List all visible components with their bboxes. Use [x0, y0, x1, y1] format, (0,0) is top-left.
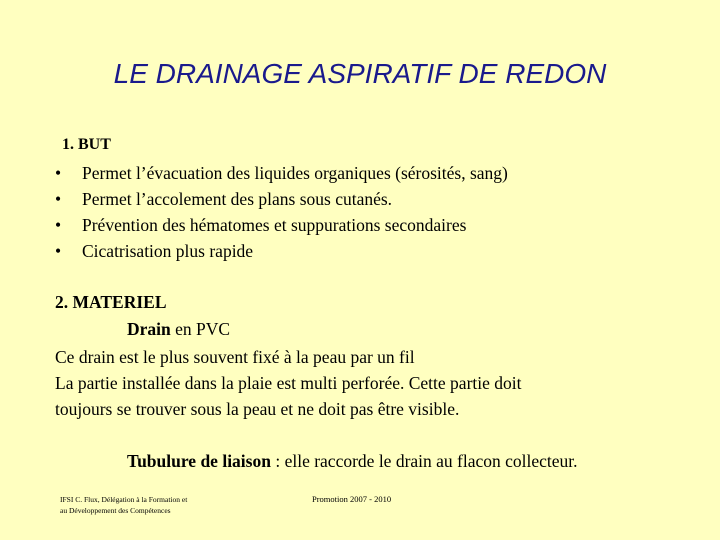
bullet-item — [55, 238, 508, 264]
bullet-item — [55, 160, 508, 186]
tubulure-description: : elle raccorde le drain au flacon collecteur. — [270, 451, 578, 471]
bullet-icon: • — [55, 215, 62, 235]
footer-line: IFSI C. Flux, Délégation à la Formation et — [60, 495, 188, 504]
bullet-text: Permet l’accolement des plans sous cutanés. — [82, 189, 393, 209]
section-but-heading: 1. BUT — [62, 136, 111, 153]
bullet-icon: • — [55, 163, 62, 183]
paragraph-line: toujours se trouver sous la peau et ne doit pas être visible. — [55, 399, 460, 419]
bullet-text: Cicatrisation plus rapide — [82, 241, 254, 261]
bullet-item — [55, 186, 508, 212]
but-bullet-list — [55, 160, 508, 264]
footer-line: au Développement des Compétences — [60, 506, 171, 515]
footer-institution — [60, 494, 187, 516]
paragraph-line: Ce drain est le plus souvent fixé à la peau par un fil — [55, 347, 415, 367]
footer-promotion: Promotion 2007 - 2010 — [312, 494, 392, 504]
slide-title: LE DRAINAGE ASPIRATIF DE REDON — [113, 58, 607, 89]
drain-paragraph — [55, 344, 521, 422]
drain-line — [127, 319, 230, 340]
drain-term: Drain — [127, 319, 171, 339]
paragraph-line: La partie installée dans la plaie est multi perforée. Cette partie doit — [55, 373, 522, 393]
tubulure-term: Tubulure de liaison — [127, 451, 271, 471]
bullet-text: Prévention des hématomes et suppurations secondaires — [82, 215, 467, 235]
bullet-item — [55, 212, 508, 238]
bullet-icon: • — [55, 189, 62, 209]
drain-description: en PVC — [170, 319, 231, 339]
section-materiel-heading: 2. MATERIEL — [55, 292, 167, 312]
bullet-text: Permet l’évacuation des liquides organiques (sérosités, sang) — [82, 163, 508, 183]
bullet-icon: • — [55, 241, 62, 261]
tubulure-line — [127, 451, 578, 472]
